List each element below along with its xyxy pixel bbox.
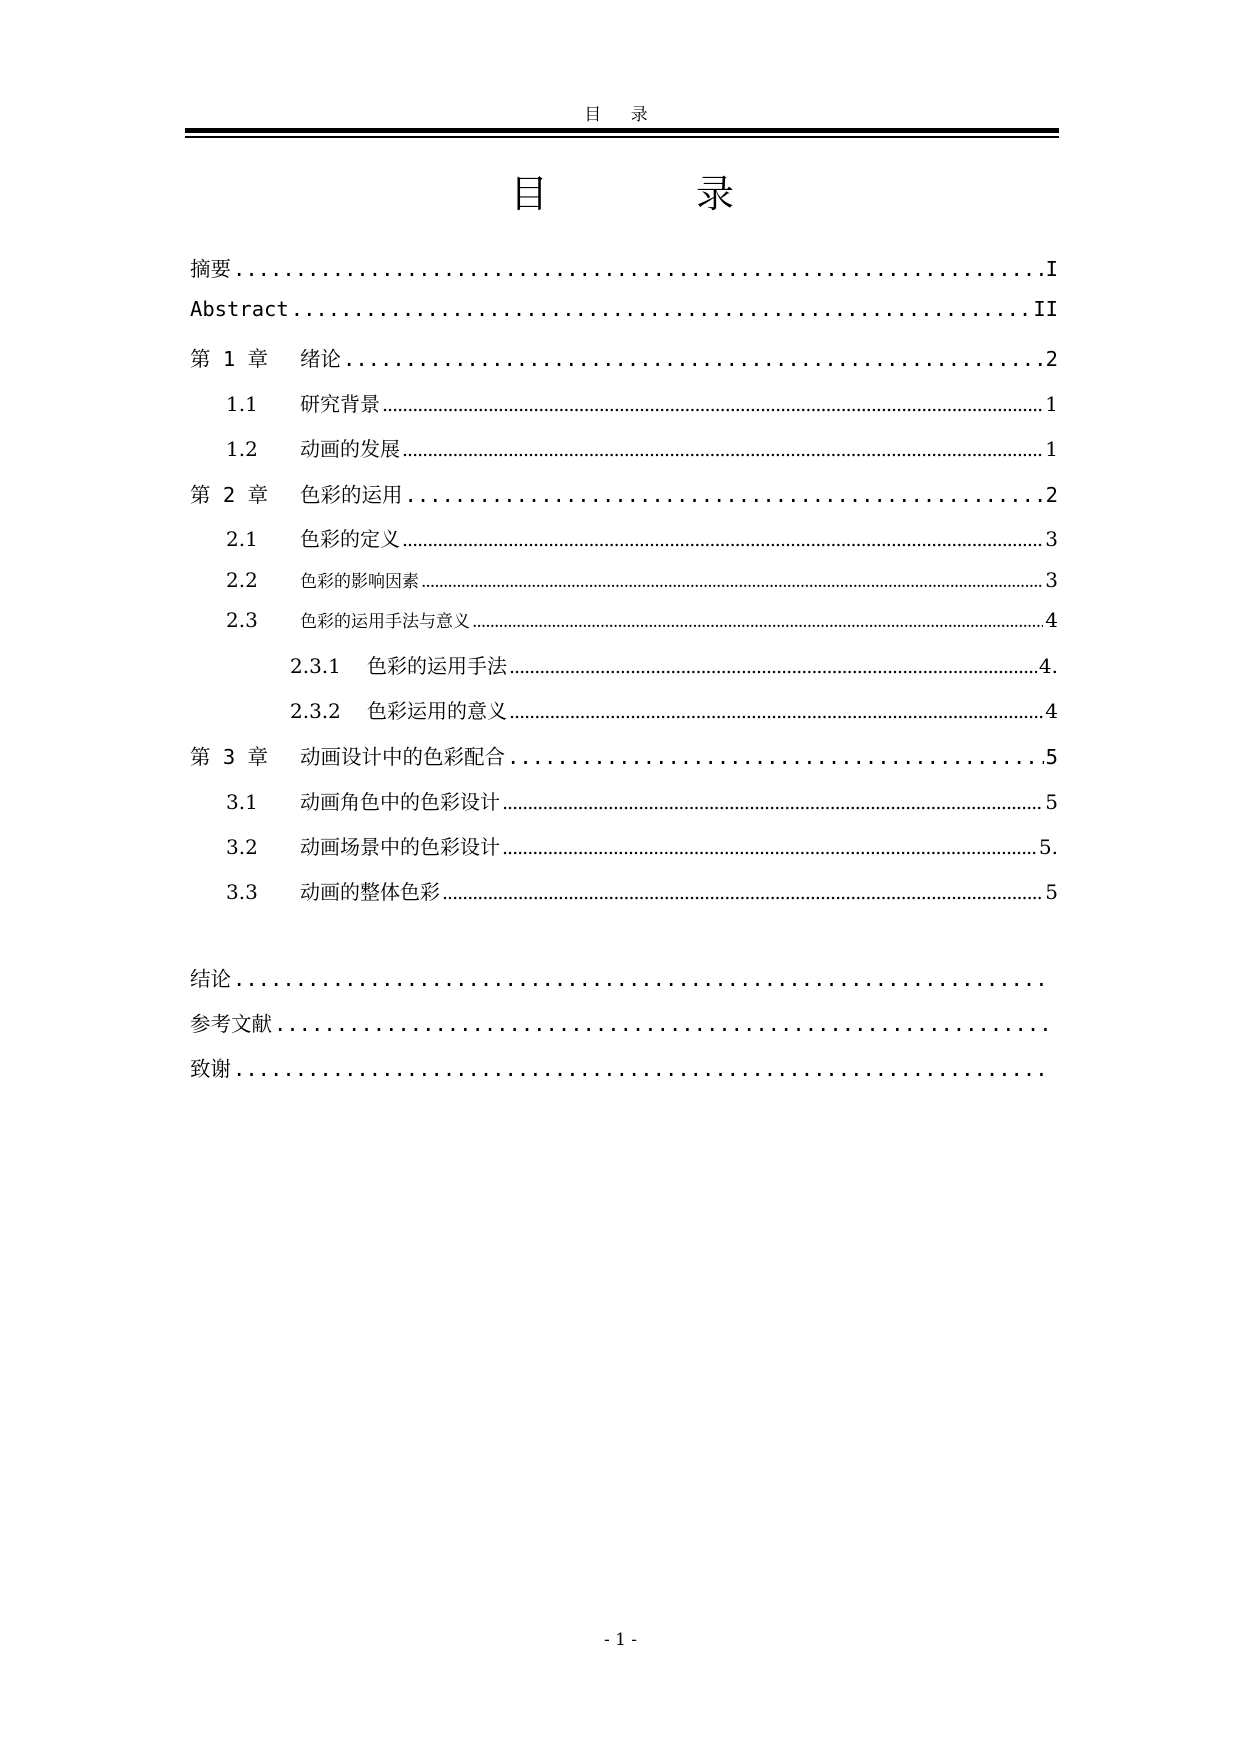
toc-entry-acknowledgements[interactable] <box>190 1052 1052 1082</box>
toc-entry-label: 绪论 <box>300 347 341 371</box>
toc-leader <box>233 1057 1050 1081</box>
toc-leader <box>509 701 1043 723</box>
toc-entry-label: 色彩的影响因素 <box>300 572 419 592</box>
toc-entry-label: 色彩的运用手法 <box>367 654 507 678</box>
toc-entry-page: 5 <box>1045 745 1058 769</box>
toc-entry-page: 5 <box>1045 880 1058 904</box>
toc-entry-label: Abstract <box>190 297 289 321</box>
toc-leader <box>274 1012 1050 1036</box>
toc-entry-section-3-1[interactable] <box>226 786 1058 815</box>
toc-entry-label: 动画设计中的色彩配合 <box>300 745 505 769</box>
toc-entry-number: 1.2 <box>226 437 258 461</box>
toc-entry-chapter-1[interactable] <box>190 342 1058 372</box>
toc-leader <box>233 967 1050 991</box>
toc-entry-page: 5. <box>1038 835 1058 859</box>
toc-entry-number: 3.3 <box>226 880 258 904</box>
toc-entry-page: 3 <box>1045 568 1058 592</box>
toc-entry-label: 色彩运用的意义 <box>367 699 507 723</box>
toc-entry-number: 2.3.1 <box>290 654 341 678</box>
toc-entry-page: 4 <box>1045 608 1058 632</box>
toc-entry-page: 3 <box>1045 527 1058 551</box>
toc-entry-section-2-3[interactable] <box>226 607 1058 632</box>
toc-leader <box>507 745 1044 769</box>
toc-leader <box>233 257 1044 281</box>
toc-entry-label: 致谢 <box>190 1057 231 1081</box>
toc-entry-page: 2 <box>1045 483 1058 507</box>
toc-entry-number: 3.2 <box>226 835 258 859</box>
toc-entry-number: 2.1 <box>226 527 258 551</box>
toc-leader <box>402 529 1043 551</box>
page-number-footer: - 1 - <box>603 1630 638 1650</box>
toc-leader <box>502 792 1043 814</box>
toc-entry-references[interactable] <box>190 1007 1052 1037</box>
toc-entry-page: 2 <box>1045 347 1058 371</box>
toc-entry-label: 结论 <box>190 967 231 991</box>
toc-entry-section-3-2[interactable] <box>226 831 1058 860</box>
toc-leader <box>502 837 1037 859</box>
toc-entry-label: 色彩的运用 <box>300 483 403 507</box>
toc-entry-chapter-2[interactable] <box>190 478 1058 508</box>
toc-entry-number: 2.3.2 <box>290 699 341 723</box>
toc-entry-chapter-3[interactable] <box>190 740 1058 770</box>
toc-entry-abstract-en[interactable] <box>190 297 1058 321</box>
toc-entry-page: 5 <box>1045 790 1058 814</box>
toc-leader <box>509 656 1037 678</box>
toc-entry-subsection-2-3-2[interactable] <box>290 695 1058 724</box>
toc-entry-number: 第 1 章 <box>190 347 269 371</box>
toc-entry-label: 摘要 <box>190 257 231 281</box>
toc-leader <box>382 394 1043 416</box>
header-rule-thick <box>185 128 1059 133</box>
toc-entry-number: 第 2 章 <box>190 483 269 507</box>
header-rule-thin <box>185 136 1059 138</box>
toc-leader <box>402 439 1043 461</box>
toc-entry-number: 3.1 <box>226 790 258 814</box>
toc-entry-label: 研究背景 <box>300 392 380 416</box>
toc-entry-page: I <box>1045 257 1058 281</box>
toc-entry-label: 动画角色中的色彩设计 <box>300 790 500 814</box>
toc-entry-label: 动画的整体色彩 <box>300 880 440 904</box>
toc-entry-section-3-3[interactable] <box>226 876 1058 905</box>
toc-leader <box>343 347 1044 371</box>
toc-entry-page: 1 <box>1045 437 1058 461</box>
toc-entry-label: 参考文献 <box>190 1012 272 1036</box>
toc-leader <box>442 882 1043 904</box>
toc-entry-page: 4. <box>1038 654 1058 678</box>
toc-entry-subsection-2-3-1[interactable] <box>290 650 1058 679</box>
toc-entry-number: 1.1 <box>226 392 258 416</box>
toc-entry-label: 动画场景中的色彩设计 <box>300 835 500 859</box>
toc-entry-number: 2.2 <box>226 568 258 592</box>
toc-leader <box>421 572 1043 592</box>
running-header: 目 录 <box>584 105 660 125</box>
toc-entry-number: 第 3 章 <box>190 745 269 769</box>
toc-entry-label: 色彩的定义 <box>300 527 400 551</box>
toc-entry-number: 2.3 <box>226 608 258 632</box>
toc-entry-page: 1 <box>1045 392 1058 416</box>
toc-entry-section-2-2[interactable] <box>226 567 1058 592</box>
toc-entry-conclusion[interactable] <box>190 962 1052 992</box>
toc-entry-page: II <box>1033 297 1058 321</box>
toc-entry-section-1-1[interactable] <box>226 388 1058 417</box>
toc-entry-label: 色彩的运用手法与意义 <box>300 612 470 632</box>
toc-title: 目 录 <box>509 172 803 216</box>
toc-entry-label: 动画的发展 <box>300 437 400 461</box>
toc-entry-section-2-1[interactable] <box>226 523 1058 552</box>
toc-leader <box>472 612 1043 632</box>
toc-leader <box>405 483 1044 507</box>
toc-entry-section-1-2[interactable] <box>226 433 1058 462</box>
toc-entry-page: 4 <box>1045 699 1058 723</box>
toc-leader <box>291 297 1032 321</box>
toc-entry-abstract-cn[interactable] <box>190 252 1058 282</box>
